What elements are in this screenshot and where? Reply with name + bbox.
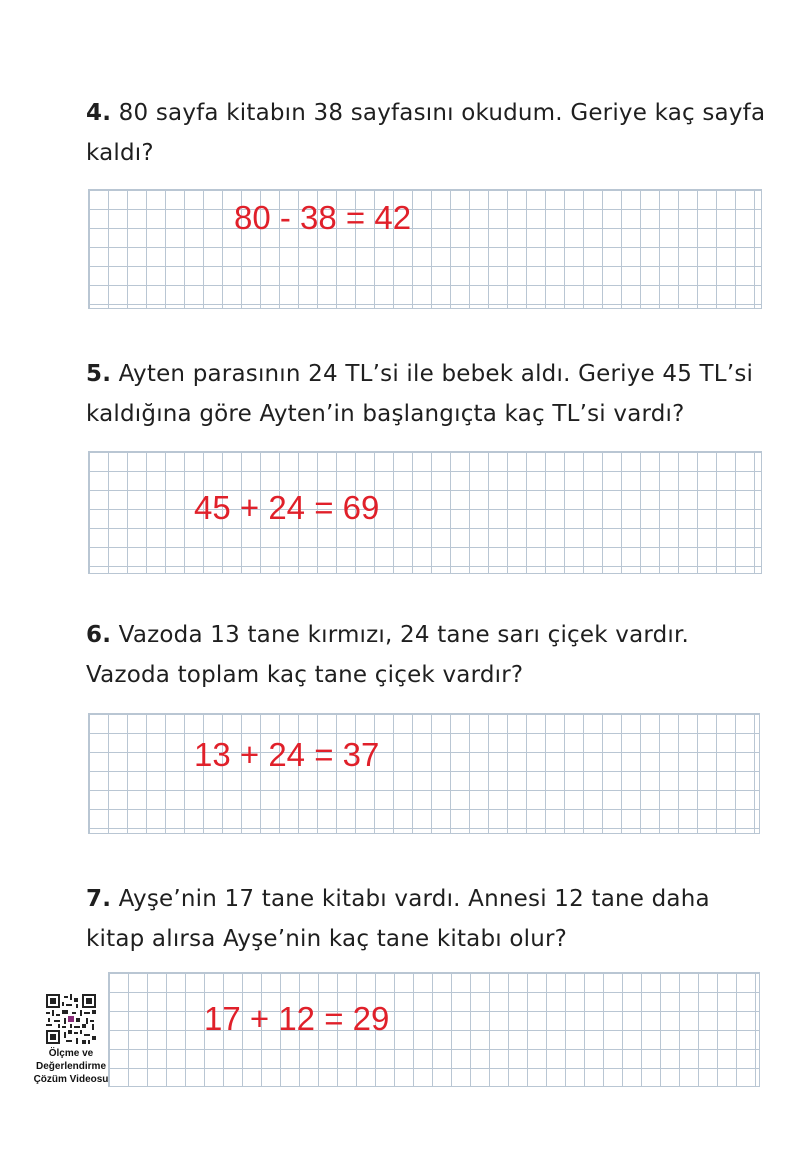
- qr-caption-line: Çözüm Videosu: [33, 1074, 109, 1085]
- qr-caption-line: Değerlendirme: [35, 1061, 107, 1072]
- qr-code-icon[interactable]: [46, 994, 96, 1044]
- question-number: 6.: [86, 622, 112, 648]
- question-number: 5.: [86, 361, 112, 387]
- question-5: [86, 354, 766, 434]
- answer-text: 17 + 12 = 29: [204, 1000, 390, 1037]
- question-6: [86, 615, 766, 695]
- question-text: 80 sayfa kitabın 38 sayfasını okudum. Geriye kaç sayfa kaldı?: [86, 100, 766, 166]
- answer-grid: [88, 451, 762, 574]
- answer-text: 80 - 38 = 42: [234, 199, 412, 236]
- question-number: 4.: [86, 100, 112, 126]
- question-7: [86, 879, 766, 959]
- qr-caption-line: Ölçme ve: [48, 1048, 94, 1059]
- question-text: Vazoda 13 tane kırmızı, 24 tane sarı çiçek vardır. Vazoda toplam kaç tane çiçek vardır?: [86, 622, 690, 688]
- question-text: Ayşe’nin 17 tane kitabı vardı. Annesi 12 tane daha kitap alırsa Ayşe’nin kaç tane kitabı olur?: [86, 886, 710, 952]
- question-text: Ayten parasının 24 TL’si ile bebek aldı. Geriye 45 TL’si kaldığına göre Ayten’in başlangıçta kaç TL’si vardı?: [86, 361, 754, 427]
- answer-grid: [88, 713, 760, 834]
- answer-text: 13 + 24 = 37: [194, 736, 380, 773]
- qr-caption: [30, 1047, 112, 1086]
- answer-grid: [88, 189, 762, 309]
- question-number: 7.: [86, 886, 112, 912]
- answer-text: 45 + 24 = 69: [194, 489, 380, 526]
- question-4: [86, 93, 766, 173]
